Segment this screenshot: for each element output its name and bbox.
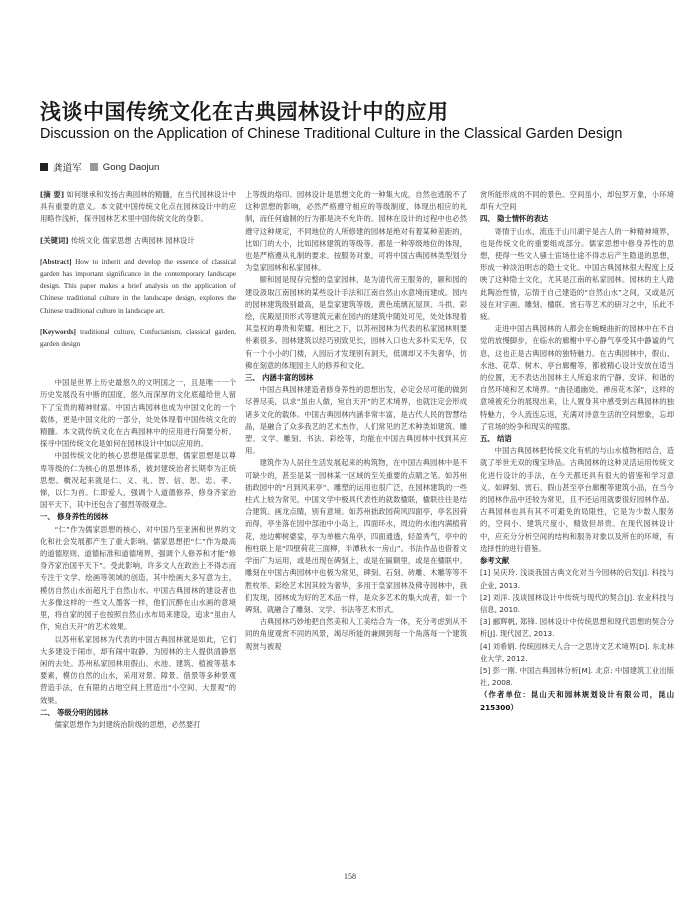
paragraph: 儒家思想作为封建统治阶级的思想，必然要打: [54, 719, 201, 729]
abstract-en-text: How to inherit and develop the essence of classical garden has important significance in the contemporary landscape design. This paper makes a brief analysis on the application of Chinese traditional culture in the landscape design, explores the Chinese traditional culture in landscape art.: [40, 257, 236, 315]
keywords-text: 传统文化 儒家思想 古典园林 园林设计: [70, 235, 195, 245]
title-cn: 浅谈中国传统文化在古典园林设计中的应用: [40, 100, 449, 124]
paragraph: 建筑作为人居住生活发展起来的构筑物，在中国古典园林中是不可缺少的，甚至是某一园林某一区域的至关重要的点睛之笔。如苏州拙政园中的“月到风来亭”、雕塑的运用也很广泛，在园林建筑的一些柱式上较为常见，中国文学中极具代表性的就数楹联，楹联往往是结合建筑、画龙点睛，别有意境。如苏州拙政园荷风四面亭，亭名因荷而得，亭坐落在园中部池中小岛上，四面环水，周边的水池内满植荷花，池边柳树婆娑，亭为单檐六角亭，四面通透，轻盈秀气，亭中的抱柱联上是“四壁荷花三面柳，半潭秋水一房山”。书法作品也借着文学而广为运用，或是出现在碑刻上，或是在匾额里，或是在楹联中。雕刻在中国古典园林中也极为常见，碑刻、石刻、砖雕、木雕等等不胜枚举。彩绘艺术因其较为奢华，多用于皇家园林及佛寺园林中，我们发现，园林成为好的艺术品一样，是众多艺术的集大成者，如一个碑刻，就融合了雕刻、文学、书法等艺术形式。: [245, 458, 467, 614]
column-1: [40, 189, 236, 731]
paragraph: 中国是世界上历史最悠久的文明国之一，且是唯一一个历史发展没有中断的国度，悠久而深厚的文化底蕴给世人留下了宝贵的精神财富。中国古典园林也成为中国文化的一个载体，更是中国文化的一部分，处处体现着中国传统文化的精髓。本文就传统文化在古典园林中的应用进行简要分析，探寻中国传统文化是如何在园林设计中加以应用的。: [40, 378, 236, 449]
abstract-en: [40, 256, 236, 317]
paragraph: 寄情于山水，流连于山川湖宇是古人的一种精神境界，也是传统文化的重要组成部分。儒家思想中修身养性的思想，使得一些文人骚士宦场仕途不得志后产生隐退的思想，形成一种淡泊明志的隐士文化。中国古典园林很大程度上反映了这种隐士文化，尤其是江南的私家园林。园林的主人踏此陶冶性情，忘情于自己建造的“自然山水”之间，又或是沉浸在对字画、雕刻、楹联、赏石等艺术的研习之中，乐此不疲。: [480, 226, 674, 322]
keywords-label: [关键词]: [40, 235, 69, 245]
author-square-icon: [90, 163, 98, 171]
abstract-cn: [40, 189, 236, 226]
section-heading: 二、 等级分明的园林: [40, 707, 109, 717]
author-square-icon: [40, 163, 48, 171]
reference-item: [4] 刘希娟. 传统园林天人合一之思诗文艺术境界[D]. 东北林业大学, 2012.: [480, 641, 674, 663]
paragraph: “仁”作为儒家思想的核心，对中国乃至亚洲和世界的文化和社会发展都产生了重大影响。儒家思想把“仁”作为最高的道德原则、道德标准和道德境界，强调个人修养和才能“修身齐家治国平天下”。受此影响，许多文人在政治上不得志而专注于文学、绘画等领域的创造。其中绘画大多写意为主，模仿自然山水而超凡于自然山水。中国古典园林的建设者也大多像这样的一些文人墨客一样，他们沉醉在山水画的意境里，将自家的园子也按照自然山水布局来建设，追求“虽由人作，宛自天开”的艺术效果。: [40, 524, 236, 632]
title-en: Discussion on the Application of Chinese Traditional Culture in the Classical Garden Design: [40, 126, 623, 142]
reference-item: [2] 刘洋. 浅谈园林设计中传统与现代的契合[J]. 农业科技与信息, 2010.: [480, 592, 674, 614]
paragraph: 以苏州私家园林为代表的中国古典园林就是如此，它们大多建设于闹市，却有闹中取静、为园林的主人提供清静悠闲的去处。苏州私家园林用假山、水池、建筑、植被等基本要素，模仿自然的山水，采用对景、障景、借景等多种景观营造手法，在有限的占地空间上营造出“小空间、大景观”的效果。: [40, 634, 236, 705]
reference-item: [1] 吴庆玲. 浅谈我国古典文化对当今园林的启发[J]. 科技与企业, 2013.: [480, 568, 674, 590]
abstract-en-label: [Abstract]: [40, 257, 72, 266]
keywords-en-text: traditional culture, Confucianism, classical garden, garden design: [40, 327, 236, 349]
author-line: [40, 160, 159, 174]
page-number: 158: [344, 872, 356, 881]
paragraph: 赏所能形成的不同的景色。空间虽小，却包罗万象，小环境却有大空间: [480, 190, 674, 212]
paragraph: 走进中国古典园林的人都会在蜿蜒曲折的园林中在不自觉的放慢脚步，在临水的廊榭中平心静气享受其中静谧的气息，这也正是古典园林的独特魅力。在古典园林中，假山、水池、花草、树木、亭台廊榭等，都被精心设计安放在适当的位置，无不表达出园林主人所追求的宁静、安详、和谐的自然环境和艺术境界。“曲径通幽处，禅房花木深”，这样的意境被充分的展现出来，让人置身其中感受到古典园林的独特魅力，令人流连忘返，充满对诗意生活的空间想象，忘却了官场的纷争和现实的喧嚣。: [480, 324, 674, 431]
paragraph: 上等级的烙印。园林设计是思想文化的一种集大成，自然也逃脱不了这种思想的影响，必然严格遵守相应的等级制度，体现出相应的礼制，而任何逾制的行为都是决不允许的。园林在设计的过程中也必然遵守这种规定，不同地位的人所修建的园林是绝对有着某种差距的，比如门的大小，比如园林建筑的等级等。都是一种等级地位的体现，也是严格遵从礼制的要求。按服务对象，可将中国古典园林类型划分为皇家园林和私家园林。: [245, 190, 467, 273]
paragraph: 颐和园是现存完整的皇家园林，是为清代帝王服务的，颐和园的建设汲取江南园林的某些设计手法和江南自然山水意境而建成。园内的园林建筑级别最高，是皇家建筑等级，黄色琉璃瓦屋顶、斗拱、彩绘，庑殿屋顶形式等建筑元素在园内的建筑中随处可见，处处体现着其皇权的尊贵和荣耀。相比之下，以苏州园林为代表的私家园林则要朴素很多。园林建筑以经巧别致见长，园林入口也大多朴实无华，仅有一个小小的门楼，入园后才发现别有洞天，低调却又不失奢华，仿佛在刻意的体现园主人的修养和文化。: [245, 275, 467, 370]
reference-item: [5] 彭一刚. 中国古典园林分析[M]. 北京: 中国建筑工业出版社, 2008.: [480, 665, 674, 688]
author-cn: 龚道军: [53, 163, 82, 174]
column-2: [245, 189, 467, 653]
section-heading: 四、 隐士情怀的表达: [480, 214, 549, 224]
author-affiliation: （作者单位：昆山天和园林规划设计有限公司，昆山 215300）: [480, 690, 674, 712]
author-en: Gong Daojun: [102, 161, 160, 173]
paragraph: 中国传统文化的核心思想是儒家思想，儒家思想是以尊卑等级的仁为核心的思想体系，被封建统治者长期奉为正统思想。概况起来就是仁、义、礼、智、信、恕、忠、孝、悌，以仁为首。仁即爱人，强调个人道德修养，修身齐家治国平天下，其中还包含了强烈等级观念。: [40, 451, 236, 510]
paragraph: 中国古典园林建造者修身养性的思想出发，必定会尽可能的做到尽善尽美，以求“虽由人做，宛自天开”的艺术境界，也就注定会形成诸多文化的载体。中国古典园林内涵非常丰富，是古代人民的智慧结晶，是融合了众多我艺的艺术杰作，人们常见的艺术种类如建筑、雕塑、文学、雕刻、书法、彩绘等，均能在中国古典园林中找到其应用。: [245, 385, 467, 456]
references-heading: 参考文献: [480, 556, 510, 566]
section-heading: 五、 结语: [480, 434, 512, 444]
keywords-en-label: [Keywords]: [40, 327, 76, 336]
keywords-en: [40, 326, 236, 350]
paragraph: 中国古典园林把传统文化有机的与山水植物相结合，造就了举世无双的瑰宝珍品。古典园林的这种灵活运用传统文化进行设计的手法，在今天都还具有很大的借鉴和学习意义。如碑刻、赏石、假山甚至亭台廊榭等建筑小品，在当今的园林作品中还较为常见，且不还运用就要很好园林作品。古典园林也具有其不可避免的局限性，它是为少数人服务的，空间小、建筑尺度小，精致但昂贵。在现代园林设计中，应充分分析空间的结构和服务对象以及所在的环境，有选择性的进行借鉴。: [480, 446, 674, 553]
section-heading: 三、 内涵丰富的园林: [245, 373, 314, 383]
abstract-text: 如何继承和发扬古典园林的精髓，在当代园林设计中具有重要的意义。本文就中国传统文化点在园林设计中的应用略作浅析，探寻园林艺术里中国传统文化的身影。: [40, 190, 236, 224]
reference-item: [3] 郦辉帆, 郑锋. 园林设计中传统思想和现代思想的契合分析[J]. 现代园艺, 2013.: [480, 617, 674, 639]
paragraph: 古典园林巧妙地把自然美和人工美结合为一体，充分考虑到从不同的角度观赏不同的风景，竭尽所能的兼顾到每一个角落每一个建筑观赏与被观: [245, 617, 467, 651]
keywords-cn: [40, 235, 236, 247]
abstract-label: [摘 要]: [40, 190, 65, 199]
section-heading: 一、 修身养性的园林: [40, 512, 109, 522]
column-3: [480, 189, 674, 714]
